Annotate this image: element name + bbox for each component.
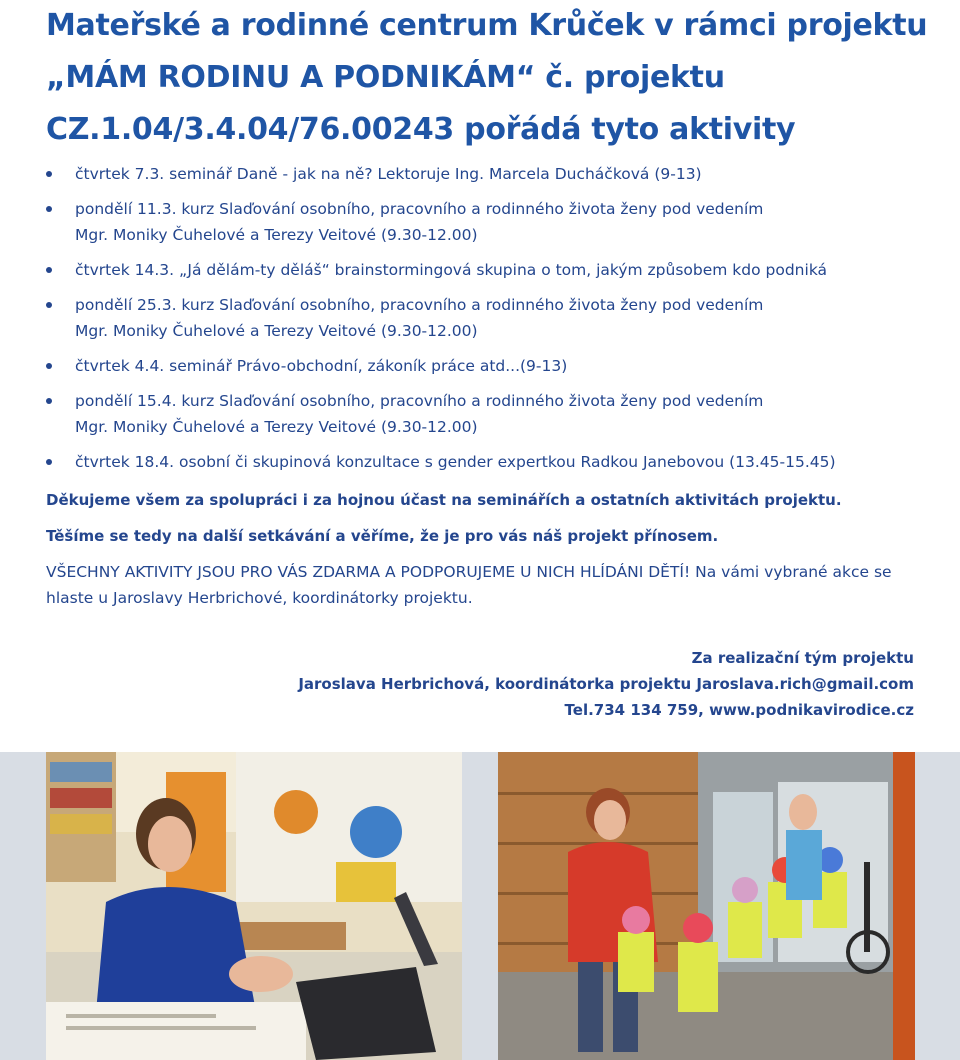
bullet-icon [46,206,52,212]
thanks-text: Děkujeme všem za spolupráci i za hojnou účast na seminářích a ostatních aktivitách projektu. [46,491,842,509]
activity-text-continued: Mgr. Moniky Čuhelové a Terezy Veitové (9.30-12.00) [75,226,478,244]
title-line-3: CZ.1.04/3.4.04/76.00243 pořádá tyto aktivity [46,112,796,147]
free-activities-notice [46,559,926,611]
activity-item [0,388,960,440]
title-line-1: Mateřské a rodinné centrum Krůček v rámci projektu [46,8,928,43]
bullet-icon [46,302,52,308]
photo-woman-at-laptop [46,752,462,1060]
photo-children-outdoor [498,752,915,1060]
activity-text: čtvrtek 18.4. osobní či skupinová konzultace s gender expertkou Radkou Janebovou (13.45-15.45) [75,453,836,471]
signature-contact: Tel.734 134 759, www.podnikavirodice.cz [564,701,914,719]
activity-text: čtvrtek 14.3. „Já dělám-ty děláš“ brainstormingová skupina o tom, jakým způsobem kdo podniká [75,261,828,279]
bullet-icon [46,171,52,177]
bullet-icon [46,363,52,369]
notice-caps: VŠECHNY AKTIVITY JSOU PRO VÁS ZDARMA A PODPORUJEME U NICH HLÍDÁNI DĚTÍ! [46,563,691,581]
activity-text-continued: Mgr. Moniky Čuhelové a Terezy Veitové (9.30-12.00) [75,418,478,436]
activity-item [0,449,960,475]
notice-rest: Na vámi vybrané akce se hlaste u Jaroslavy Herbrichové, koordinátorky projektu. [46,563,892,607]
bullet-icon [46,459,52,465]
closing-paragraphs [46,487,926,611]
activity-text: čtvrtek 7.3. seminář Daně - jak na ně? Lektoruje Ing. Marcela Ducháčková (9-13) [75,165,702,183]
page-title [46,0,926,156]
bullet-icon [46,398,52,404]
activity-item [0,292,960,344]
activity-item [0,353,960,379]
activity-item [0,161,960,187]
looking-forward-text: Těšíme se tedy na další setkávání a věříme, že je pro vás náš projekt přínosem. [46,527,719,545]
activity-list [0,161,960,484]
title-line-2: „MÁM RODINU A PODNIKÁM“ č. projektu [46,60,725,95]
activity-text-continued: Mgr. Moniky Čuhelové a Terezy Veitové (9.30-12.00) [75,322,478,340]
photo-band [0,752,960,1060]
activity-text: pondělí 15.4. kurz Slaďování osobního, pracovního a rodinného života ženy pod vedením [75,392,764,410]
activity-item [0,196,960,248]
bullet-icon [46,267,52,273]
signature-coordinator: Jaroslava Herbrichová, koordinátorka projektu Jaroslava.rich@gmail.com [298,675,914,693]
signature-team: Za realizační tým projektu [691,649,914,667]
activity-text: čtvrtek 4.4. seminář Právo-obchodní, zákoník práce atd...(9-13) [75,357,568,375]
activity-item [0,257,960,283]
signature-block [298,645,914,723]
activity-text: pondělí 25.3. kurz Slaďování osobního, pracovního a rodinného života ženy pod vedením [75,296,764,314]
activity-text: pondělí 11.3. kurz Slaďování osobního, pracovního a rodinného života ženy pod vedením [75,200,764,218]
